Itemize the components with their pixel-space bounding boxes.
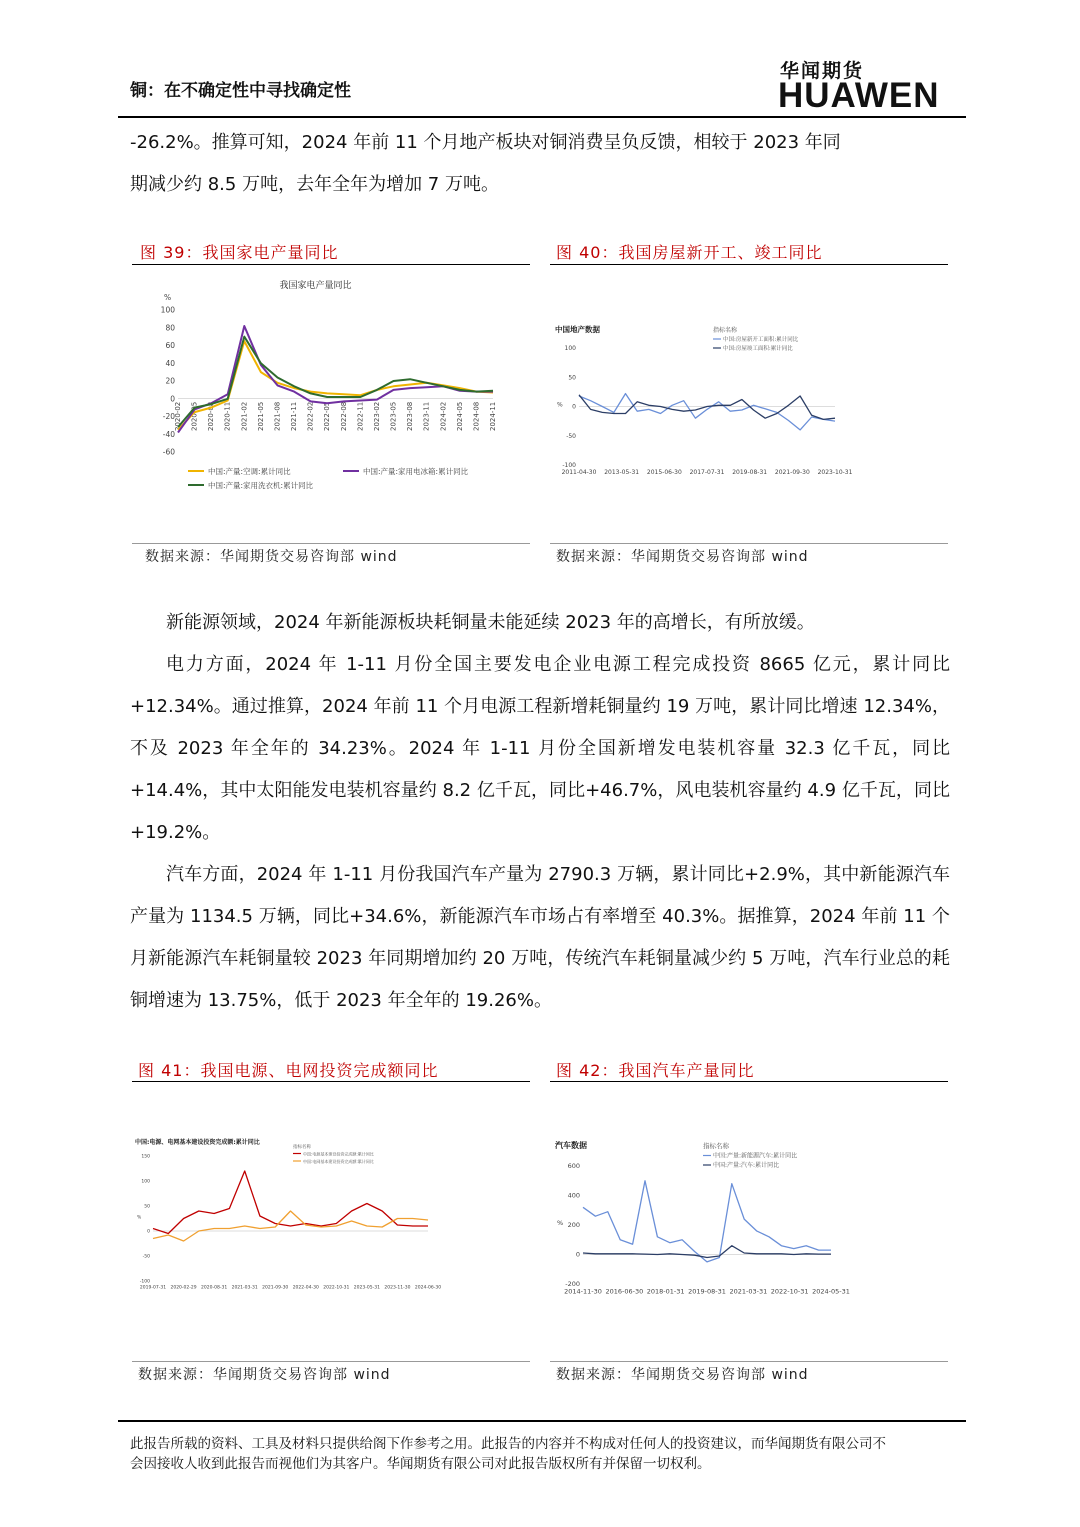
x-tick-label: 2021-05 (256, 401, 265, 431)
x-tick-label: 2020-08 (207, 401, 216, 431)
x-tick-label: 2022-08 (339, 401, 348, 431)
fig40-source-rule (550, 543, 948, 544)
y-tick-label: -100 (562, 462, 576, 469)
x-tick-label: 2020-08-31 (201, 1285, 228, 1291)
x-tick-label: 2019-07-31 (139, 1285, 167, 1291)
series-line (583, 1181, 831, 1262)
y-tick-label: -50 (566, 432, 576, 440)
x-tick-label: 2021-09-30 (774, 469, 810, 476)
logo-chinese-text: 华闻期货 (780, 60, 865, 82)
fig39-source: 数据来源：华闻期货交易咨询部 wind (145, 549, 398, 565)
x-tick-label: 2024-06-30 (414, 1285, 442, 1291)
y-tick-label: -20 (162, 412, 175, 421)
y-tick-label: -200 (565, 1280, 580, 1289)
y-tick-label: -100 (139, 1279, 150, 1285)
x-tick-label: 2015-06-30 (646, 469, 682, 476)
x-tick-label: 2022-04-30 (292, 1285, 319, 1291)
fig41-chart (133, 1136, 442, 1308)
y-tick-label: -40 (162, 429, 175, 439)
paragraph-2: 新能源领域，2024 年新能源板块耗铜量未能延续 2023 年的高增长，有所放缓。 (166, 612, 815, 633)
fig41-caption-rule (132, 1081, 530, 1082)
x-tick-label: 2019-08-31 (732, 469, 768, 476)
footer-line-2: 会因接收人收到此报告而视他们为其客户。华闻期货有限公司对此报告版权所有并保留一切权利。 (130, 1456, 711, 1472)
y-axis-label: % (164, 293, 172, 302)
x-tick-label: 2021-03-31 (231, 1285, 258, 1291)
x-tick-label: 2020-02 (174, 401, 182, 431)
paragraph-1-line-a: -26.2%。推算可知，2024 年前 11 个月地产板块对铜消费呈负反馈，相较于 2023 年同 (130, 132, 841, 153)
y-tick-label: 40 (165, 358, 175, 368)
x-tick-label: 2023-02 (372, 401, 381, 431)
x-tick-label: 2021-03-31 (729, 1287, 768, 1296)
y-axis-label: % (557, 1219, 564, 1227)
chart-title: 中国:电源、电网基本建设投资完成额:累计同比 (135, 1139, 260, 1146)
x-tick-label: 2021-11 (290, 401, 299, 431)
x-tick-label: 2021-02 (240, 401, 249, 431)
series-line (583, 1246, 831, 1258)
fig42-caption: 图 42：我国汽车产量同比 (556, 1061, 755, 1080)
x-tick-label: 2020-11 (223, 401, 232, 431)
x-tick-label: 2022-10-31 (770, 1287, 809, 1296)
legend-title: 指标名称 (293, 1145, 311, 1150)
y-tick-label: 100 (141, 1179, 150, 1185)
y-tick-label: -60 (162, 447, 175, 457)
y-tick-label: 200 (567, 1221, 580, 1230)
x-tick-label: 2017-07-31 (689, 469, 725, 476)
legend-label: 中国:房屋竣工面积:累计同比 (723, 346, 793, 352)
header-rule (118, 116, 966, 118)
legend-label: 中国:产量:空调:累计同比 (208, 467, 291, 476)
y-tick-label: 20 (165, 376, 175, 386)
fig41-source: 数据来源：华闻期货交易咨询部 wind (138, 1367, 391, 1383)
y-tick-label: 50 (568, 374, 576, 382)
x-tick-label: 2022-05 (323, 401, 332, 431)
x-tick-label: 2023-05 (389, 401, 398, 431)
y-tick-label: 600 (567, 1162, 580, 1171)
footer-disclaimer (130, 1434, 950, 1474)
paragraph-1-line-b: 期减少约 8.5 万吨，去年全年为增加 7 万吨。 (130, 174, 499, 195)
y-tick-label: 400 (567, 1191, 580, 1200)
paragraph-4: 汽车方面，2024 年 1-11 月份我国汽车产量为 2790.3 万辆，累计同比+2.9%，其中新能源汽车产量为 1134.5 万辆，同比+34.6%，新能源汽车市场占有率增至 40.3%。据推算，2024 年前 11 个月新能源汽车耗铜量较 2023 年同期增加约 20 万吨，传统汽车耗铜量减少约 5 万吨，汽车行业总的耗铜增速为 13.75%，低于 2023 年全年的 19.26%。 (130, 864, 950, 1011)
footer-line-1: 此报告所载的资料、工具及材料只提供给阁下作参考之用。此报告的内容并不构成对任何人的投资建议，而华闻期货有限公司不 (130, 1436, 886, 1452)
legend-label: 中国:产量:家用洗衣机:累计同比 (208, 481, 314, 490)
chart-title: 我国家电产量同比 (279, 281, 352, 291)
x-tick-label: 2023-11 (422, 401, 431, 431)
x-tick-label: 2024-02 (439, 401, 448, 431)
x-tick-label: 2023-05-31 (353, 1285, 380, 1291)
footer-rule (118, 1420, 966, 1422)
y-tick-label: 50 (144, 1204, 150, 1210)
fig40-caption-rule (550, 264, 948, 265)
y-tick-label: 80 (165, 323, 175, 333)
body-text (130, 602, 950, 1022)
paragraph-1 (130, 122, 950, 206)
fig42-source: 数据来源：华闻期货交易咨询部 wind (556, 1367, 809, 1383)
x-tick-label: 2022-11 (356, 401, 365, 431)
x-tick-label: 2016-06-30 (605, 1287, 644, 1296)
y-tick-label: 0 (572, 403, 576, 411)
legend-title: 指标名称 (703, 1142, 729, 1150)
legend-label: 中国:产量:新能源汽车:累计同比 (713, 1152, 798, 1160)
y-tick-label: 0 (170, 394, 175, 404)
legend-title: 指标名称 (713, 327, 738, 334)
fig40-caption: 图 40：我国房屋新开工、竣工同比 (556, 243, 823, 262)
x-tick-label: 2023-08 (406, 401, 415, 431)
y-tick-label: 100 (160, 305, 175, 315)
x-tick-label: 2011-04-30 (561, 469, 597, 476)
legend-label: 中国:产量:汽车:累计同比 (713, 1162, 780, 1169)
y-tick-label: 150 (141, 1154, 150, 1160)
x-tick-label: 2013-05-31 (604, 469, 640, 476)
fig41-source-rule (132, 1361, 530, 1362)
x-tick-label: 2018-01-31 (646, 1287, 685, 1296)
chart-title: 汽车数据 (555, 1141, 587, 1150)
x-tick-label: 2023-11-30 (384, 1285, 411, 1291)
x-tick-label: 2014-11-30 (564, 1287, 602, 1296)
y-axis-label: % (557, 401, 563, 409)
y-tick-label: 100 (564, 345, 576, 352)
x-tick-label: 2024-05-31 (812, 1287, 850, 1296)
x-tick-label: 2020-02-29 (170, 1285, 197, 1291)
fig39-source-rule (132, 543, 530, 544)
x-tick-label: 2023-10-31 (817, 469, 853, 476)
fig41-caption: 图 41：我国电源、电网投资完成额同比 (138, 1061, 439, 1080)
paragraph-3: 电力方面，2024 年 1-11 月份全国主要发电企业电源工程完成投资 8665 亿元，累计同比+12.34%。通过推算，2024 年前 11 个月电源工程新增耗铜量约 19 万吨，累计同比增速 12.34%，不及 2023 年全年的 34.23%。2024 年 1-11 月份全国新增发电装机容量 32.3 亿千瓦，同比+14.4%，其中太阳能发电装机容量约 8.2 亿千瓦，同比+46.7%，风电装机容量约 4.9 亿千瓦，同比+19.2%。 (130, 654, 950, 843)
logo-english-text: HUAWEN (778, 76, 940, 115)
y-axis-label: % (137, 1215, 142, 1221)
x-tick-label: 2022-02 (306, 401, 315, 431)
legend-label: 中国:房屋新开工面积:累计同比 (723, 337, 799, 343)
fig42-chart (553, 1136, 850, 1304)
y-tick-label: 0 (147, 1229, 150, 1235)
fig39-caption-rule (132, 264, 530, 265)
x-tick-label: 2021-09-30 (262, 1285, 289, 1291)
x-tick-label: 2024-05 (455, 401, 464, 431)
fig40-source: 数据来源：华闻期货交易咨询部 wind (556, 549, 809, 565)
fig40-chart (553, 320, 853, 485)
x-tick-label: 2022-10-31 (323, 1285, 350, 1291)
page-header-title: 铜：在不确定性中寻找确定性 (130, 81, 351, 101)
y-tick-label: -50 (142, 1254, 150, 1260)
fig42-caption-rule (550, 1081, 948, 1082)
chart-title: 中国地产数据 (555, 325, 600, 334)
x-tick-label: 2021-08 (273, 401, 282, 431)
fig39-chart (140, 270, 525, 500)
x-tick-label: 2024-08 (472, 401, 481, 431)
x-tick-label: 2024-11 (489, 401, 497, 431)
legend-label: 中国:电网基本建设投资完成额:累计同比 (303, 1159, 374, 1164)
y-tick-label: 60 (165, 341, 175, 350)
legend-label: 中国:产量:家用电冰箱:累计同比 (363, 467, 469, 476)
fig39-caption: 图 39：我国家电产量同比 (140, 243, 339, 262)
y-tick-label: 0 (575, 1250, 580, 1259)
legend-label: 中国:电源基本建设投资完成额:累计同比 (303, 1151, 374, 1157)
fig42-source-rule (550, 1361, 948, 1362)
x-tick-label: 2019-08-31 (688, 1287, 726, 1296)
x-tick-label: 2020-05 (190, 401, 199, 431)
